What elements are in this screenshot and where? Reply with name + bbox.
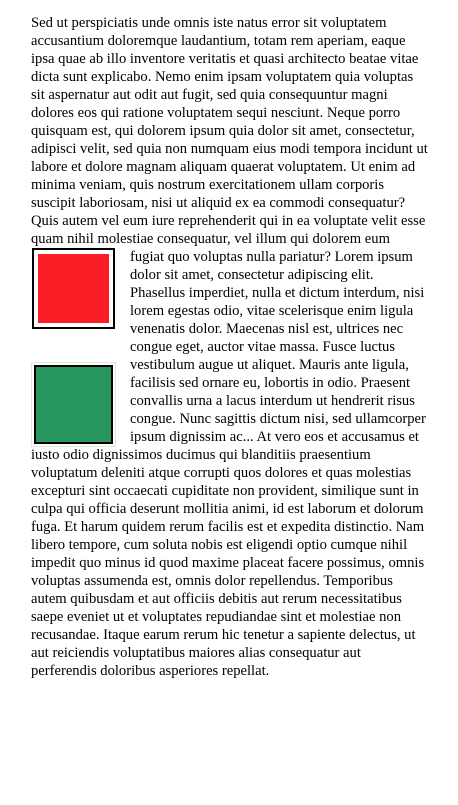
green-square	[31, 362, 116, 447]
article-body	[31, 14, 429, 680]
floated-boxes	[31, 248, 130, 446]
paragraph-wrapped: fugiat quo voluptas nulla pariatur? Lorem ipsum dolor sit amet, consectetur adipiscing elit. Phasellus imperdiet, nulla et dictum interdum, nisi lorem egestas odio, vitae scelerisque enim ligula venenatis dolor. Maecenas nisl est, ultrices nec congue eget, auctor vitae massa. Fusce luctus vestibulum augue ut aliquet. Mauris ante ligula, facilisis sed ornare eu, lobortis in odio. Praesent convallis urna a lacus interdum ut hendrerit risus congue. Nunc sagittis dictum nisi, sed ullamcorper ipsum dignissim ac... At vero eos et accusamus et iusto odio dignissimos ducimus qui blanditiis praesentium voluptatum deleniti atque corrupti quos dolores et quas molestias excepturi sint occaecati cupiditate non provident, similique sunt in culpa qui officia deserunt mollitia animi, id est laborum et dolorum fuga. Et harum quidem rerum facilis est et expedita distinctio. Nam libero tempore, cum soluta nobis est eligendi optio cumque nihil impedit quo minus id quod maxime placeat facere possimus, omnis voluptas assumenda est, omnis dolor repellendus. Temporibus autem quibusdam et aut officiis debitis aut rerum necessitatibus saepe eveniet ut et voluptates repudiandae sint et molestiae non recusandae. Itaque earum rerum hic tenetur a sapiente delectus, ut aut reiciendis voluptatibus maiores alias consequatur aut perferendis doloribus asperiores repellat.	[31, 249, 426, 679]
green-square-fill	[34, 365, 113, 444]
red-square	[32, 248, 115, 329]
red-square-fill	[38, 254, 109, 323]
paragraph-lead: Sed ut perspiciatis unde omnis iste natus error sit voluptatem accusantium doloremque laudantium, totam rem aperiam, eaque ipsa quae ab illo inventore veritatis et quasi architecto beatae vitae dicta sunt explicabo. Nemo enim ipsam voluptatem quia voluptas sit aspernatur aut odit aut fugit, sed quia consequuntur magni dolores eos qui ratione voluptatem sequi nesciunt. Neque porro quisquam est, qui dolorem ipsum quia dolor sit amet, consectetur, adipisci velit, sed quia non numquam eius modi tempora incidunt ut labore et dolore magnam aliquam quaerat voluptatem. Ut enim ad minima veniam, quis nostrum exercitationem ullam corporis suscipit laboriosam, nisi ut aliquid ex ea commodi consequatur? Quis autem vel eum iure reprehenderit qui in ea voluptate velit esse quam nihil molestiae consequatur, vel illum qui dolorem eum	[31, 15, 428, 247]
